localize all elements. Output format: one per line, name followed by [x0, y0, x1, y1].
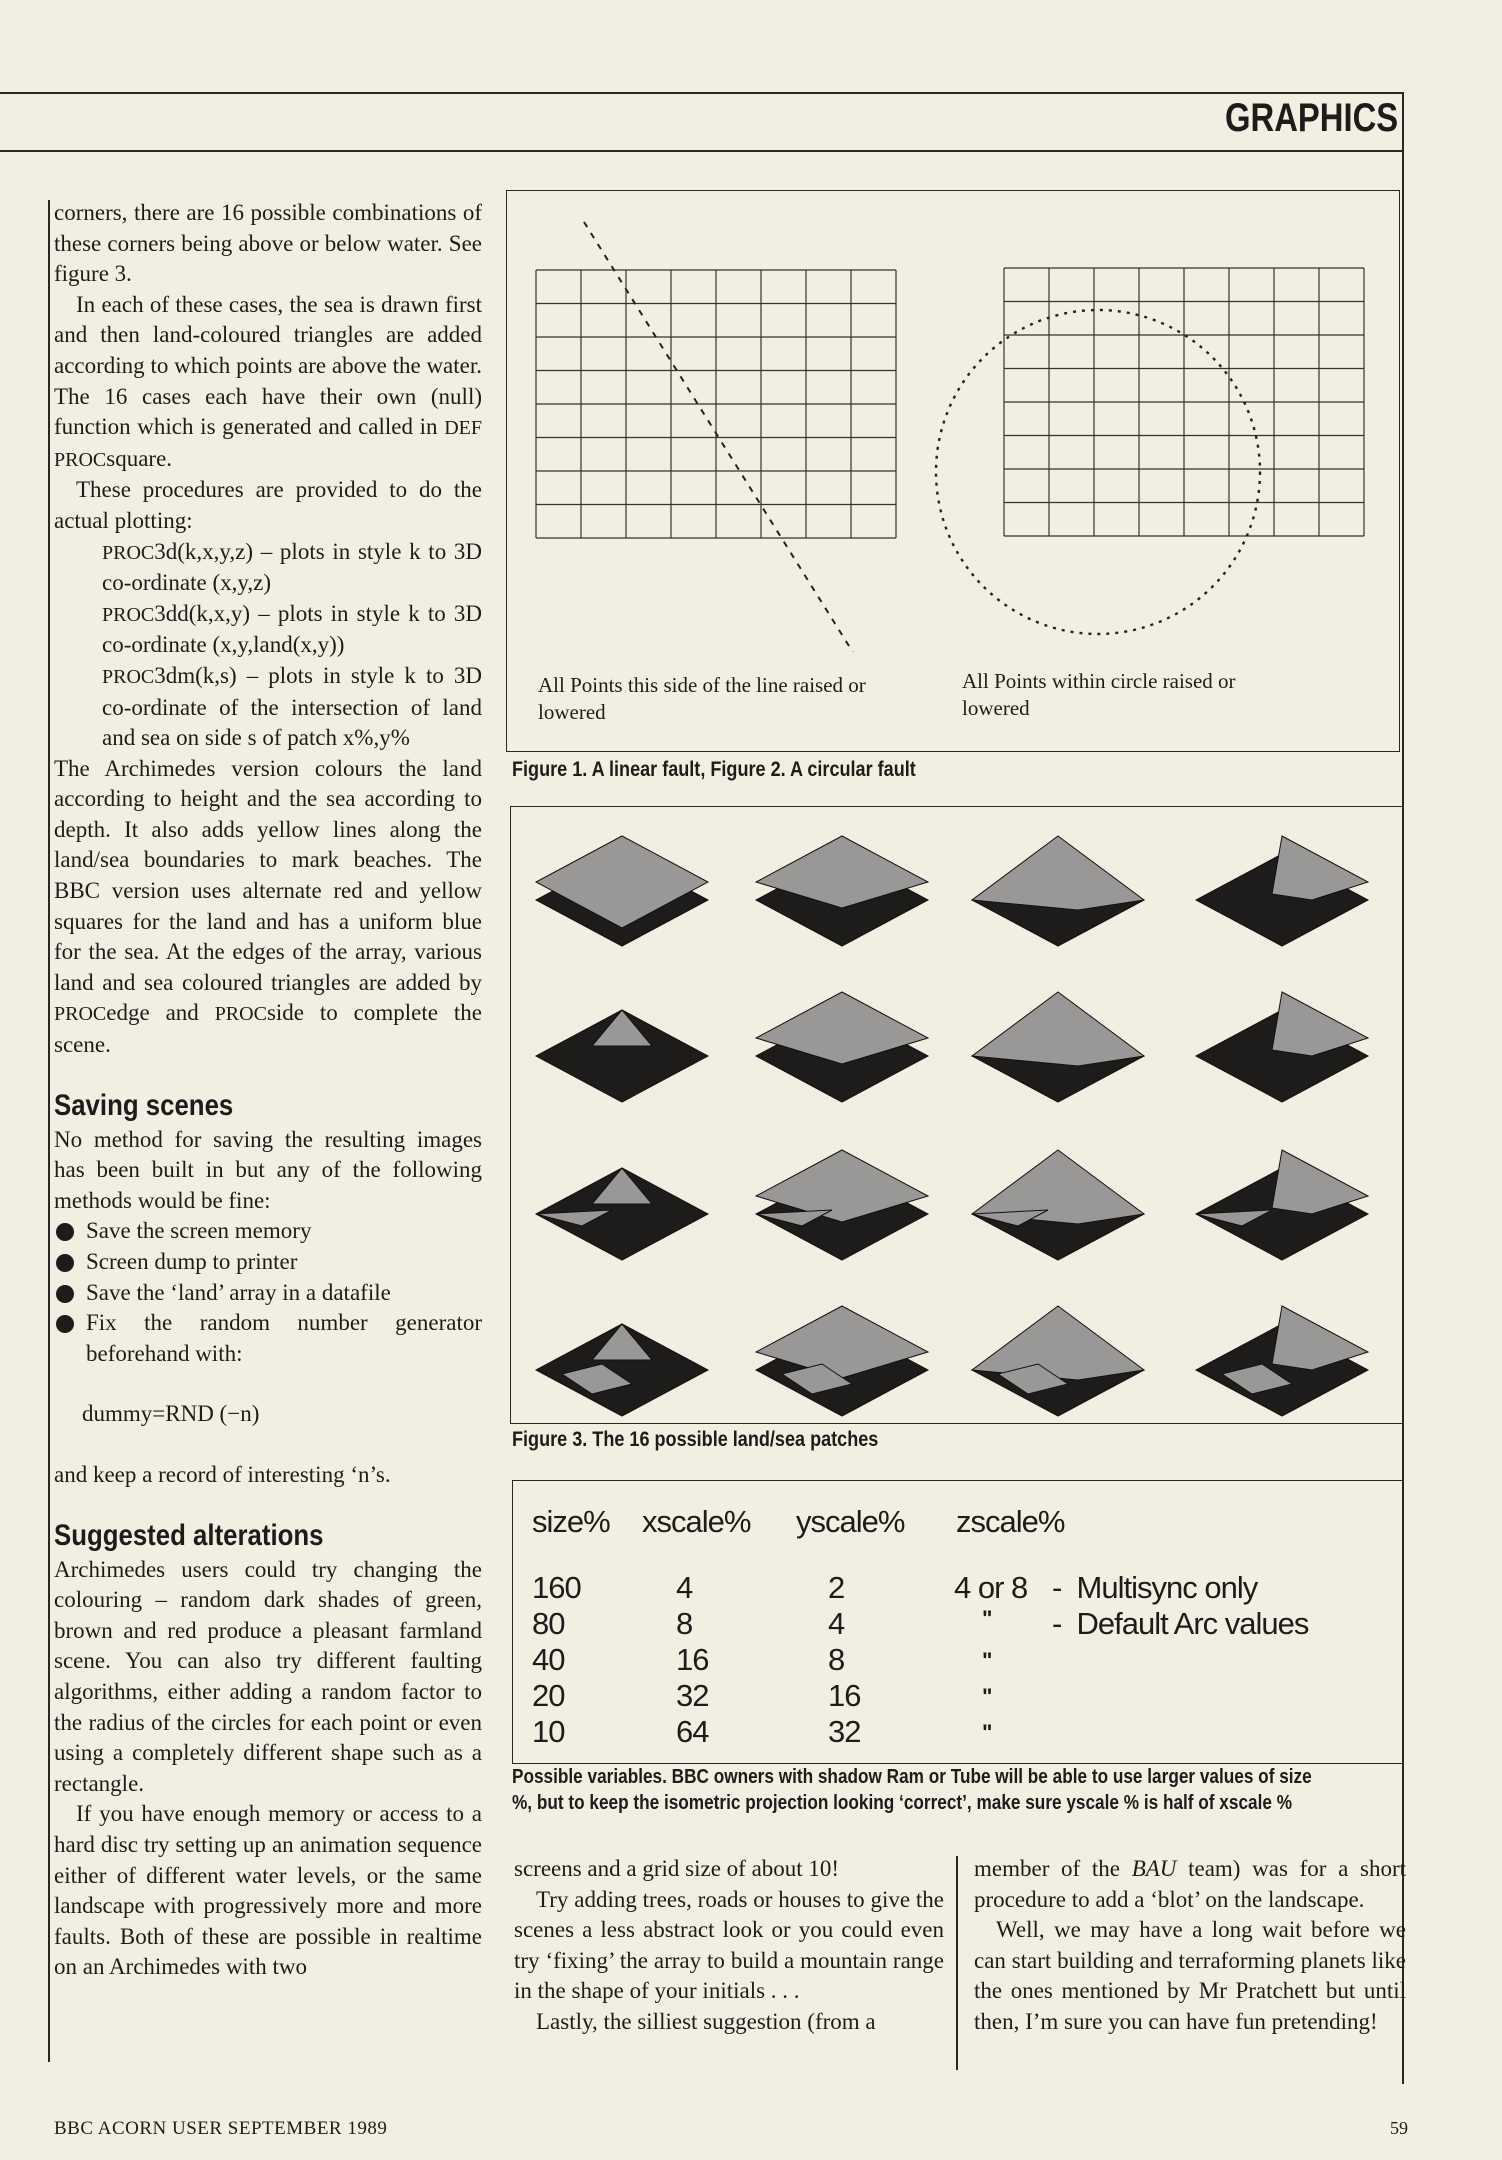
row-y: 8: [828, 1642, 845, 1677]
row-note: - Multisync only: [1052, 1570, 1258, 1605]
variables-caption-line-2: %, but to keep the isometric projection looking ‘correct’, make sure yscale % is half of xscale %: [512, 1792, 1292, 1814]
row-z: ": [982, 1684, 992, 1709]
bullet-icon: [56, 1285, 74, 1303]
para-corners: corners, there are 16 possible combinations of these corners being above or below water. See figure 3.: [54, 200, 482, 287]
footer-publication: BBC ACORN USER SEPTEMBER 1989: [54, 2118, 388, 2139]
land-patch: [972, 836, 1144, 910]
para-cases: In each of these cases, the sea is drawn first and then land-coloured triangles are added according to which points are above the water. The 16 cases each have their own (null) function which is generated and called in DEF PROCsquare.: [54, 291, 483, 471]
bullet-item: Fix the random number generator beforehand with:: [54, 1308, 482, 1369]
figure-1-2-caption: Figure 1. A linear fault, Figure 2. A circular fault: [512, 758, 916, 781]
page-number: 59: [1390, 2118, 1408, 2138]
proc-item: PROC3dd(k,x,y) – plots in style k to 3D co-ordinate (x,y,land(x,y)): [102, 600, 482, 658]
figure-3-patches: [512, 808, 1400, 1420]
land-patch: [1272, 1306, 1368, 1370]
para-procedures: These procedures are provided to do the actual plotting:: [54, 477, 482, 533]
variables-table: [530, 1498, 1390, 1758]
section-title: GRAPHICS: [1224, 96, 1398, 140]
row-y: 4: [828, 1606, 845, 1641]
header-size: size%: [532, 1504, 610, 1539]
code-line: dummy=RND (−n): [82, 1401, 260, 1427]
para-alterations: Archimedes users could try changing the colouring – random dark shades of green, brown and red produce a pleasant farmland scene. You can also try different faulting algorithms, either adding a random factor to the radius of the circles for each point or even using a completely different shape such as a rectangle.: [54, 1556, 482, 1796]
row-x: 4: [676, 1570, 693, 1605]
land-patch: [972, 1306, 1144, 1380]
bullet-item: Save the screen memory: [54, 1216, 482, 1247]
land-patch: [972, 992, 1144, 1066]
row-size: 10: [532, 1714, 565, 1749]
figure-1-2-graphic: [508, 192, 1398, 652]
para-after-code: and keep a record of interesting ‘n’s.: [54, 1461, 391, 1487]
row-x: 8: [676, 1606, 693, 1641]
row-size: 80: [532, 1606, 565, 1641]
bullet-icon: [56, 1315, 74, 1333]
header-zscale: zscale%: [956, 1504, 1065, 1539]
figure-1-label: All Points this side of the line raised or lowered: [538, 673, 866, 724]
row-y: 32: [828, 1714, 861, 1749]
header-yscale: yscale%: [796, 1504, 905, 1539]
row-y: 16: [828, 1678, 861, 1713]
header-rule: [0, 150, 1404, 152]
heading-suggested-alterations: Suggested alterations: [54, 1518, 324, 1552]
row-z: ": [982, 1648, 992, 1673]
row-x: 32: [676, 1678, 709, 1713]
land-patch: [1272, 1150, 1368, 1214]
para-trees: Try adding trees, roads or houses to give the scenes a less abstract look or you could even try ‘fixing’ the array to build a mountain range in the shape of your initials . . .: [514, 1886, 944, 2004]
para-member: member of the BAU team) was for a short procedure to add a ‘blot’ on the landscape.: [974, 1856, 1406, 1912]
variables-caption-line-1: Possible variables. BBC owners with shadow Ram or Tube will be able to use larger values of size: [512, 1766, 1312, 1788]
heading-saving-scenes: Saving scenes: [54, 1088, 234, 1122]
row-x: 64: [676, 1714, 709, 1749]
land-patch: [1272, 836, 1368, 900]
proc-item: PROC3d(k,x,y,z) – plots in style k to 3D co-ordinate (x,y,z): [102, 538, 482, 596]
row-y: 2: [828, 1570, 845, 1605]
row-x: 16: [676, 1642, 709, 1677]
top-rule: [0, 92, 1404, 94]
row-z: ": [982, 1720, 992, 1745]
para-lastly: Lastly, the silliest suggestion (from a: [536, 2008, 876, 2034]
para-screens: screens and a grid size of about 10!: [514, 1856, 840, 1881]
figure-3-caption: Figure 3. The 16 possible land/sea patches: [512, 1428, 879, 1451]
left-column: [54, 198, 482, 1983]
bullet-item: Screen dump to printer: [54, 1247, 482, 1278]
row-size: 160: [532, 1570, 581, 1605]
row-note: - Default Arc values: [1052, 1606, 1309, 1641]
para-memory: If you have enough memory or access to a hard disc try setting up an animation sequence either of different water levels, or the same landscape with progressively more and more faults. Both of these are possible in realtime on an Archimedes with two: [54, 1801, 482, 1980]
linear-fault-grid: [536, 270, 896, 538]
para-archimedes: The Archimedes version colours the land according to height and the sea according to depth. It also adds yellow lines along the land/sea boundaries to mark beaches. The BBC version uses alternate red and yellow squares for the land and has a uniform blue for the sea. At the edges of the array, various land and sea coloured triangles are added by PROCedge and PROCside to complete the scene.: [54, 755, 482, 1058]
row-z: ": [982, 1606, 992, 1631]
proc-item: PROC3dm(k,s) – plots in style k to 3D co-ordinate of the intersection of land and sea on side s of patch x%,y%: [102, 662, 482, 751]
bullet-icon: [56, 1223, 74, 1241]
circular-fault-grid: [1004, 268, 1364, 536]
right-column: [974, 1854, 1406, 2038]
middle-column: [514, 1854, 944, 2038]
header-xscale: xscale%: [642, 1504, 751, 1539]
bottom-column-rule: [956, 1856, 958, 2070]
para-saving: No method for saving the resulting images has been built in but any of the following methods would be fine:: [54, 1126, 482, 1213]
bullet-icon: [56, 1254, 74, 1272]
row-z: 4 or 8: [954, 1570, 1028, 1605]
land-patch: [1272, 992, 1368, 1056]
proc-list: [54, 537, 482, 754]
circular-fault-circle: [936, 310, 1260, 634]
figure-2-label: All Points within circle raised or lowered: [962, 669, 1236, 720]
bullet-item: Save the ‘land’ array in a datafile: [54, 1278, 482, 1309]
para-well: Well, we may have a long wait before we can start building and terraforming planets like the ones mentioned by Mr Pratchett but until then, I’m sure you can have fun pretending!: [974, 1917, 1406, 2034]
row-size: 20: [532, 1678, 565, 1713]
left-column-rule: [48, 200, 50, 2062]
row-size: 40: [532, 1642, 565, 1677]
